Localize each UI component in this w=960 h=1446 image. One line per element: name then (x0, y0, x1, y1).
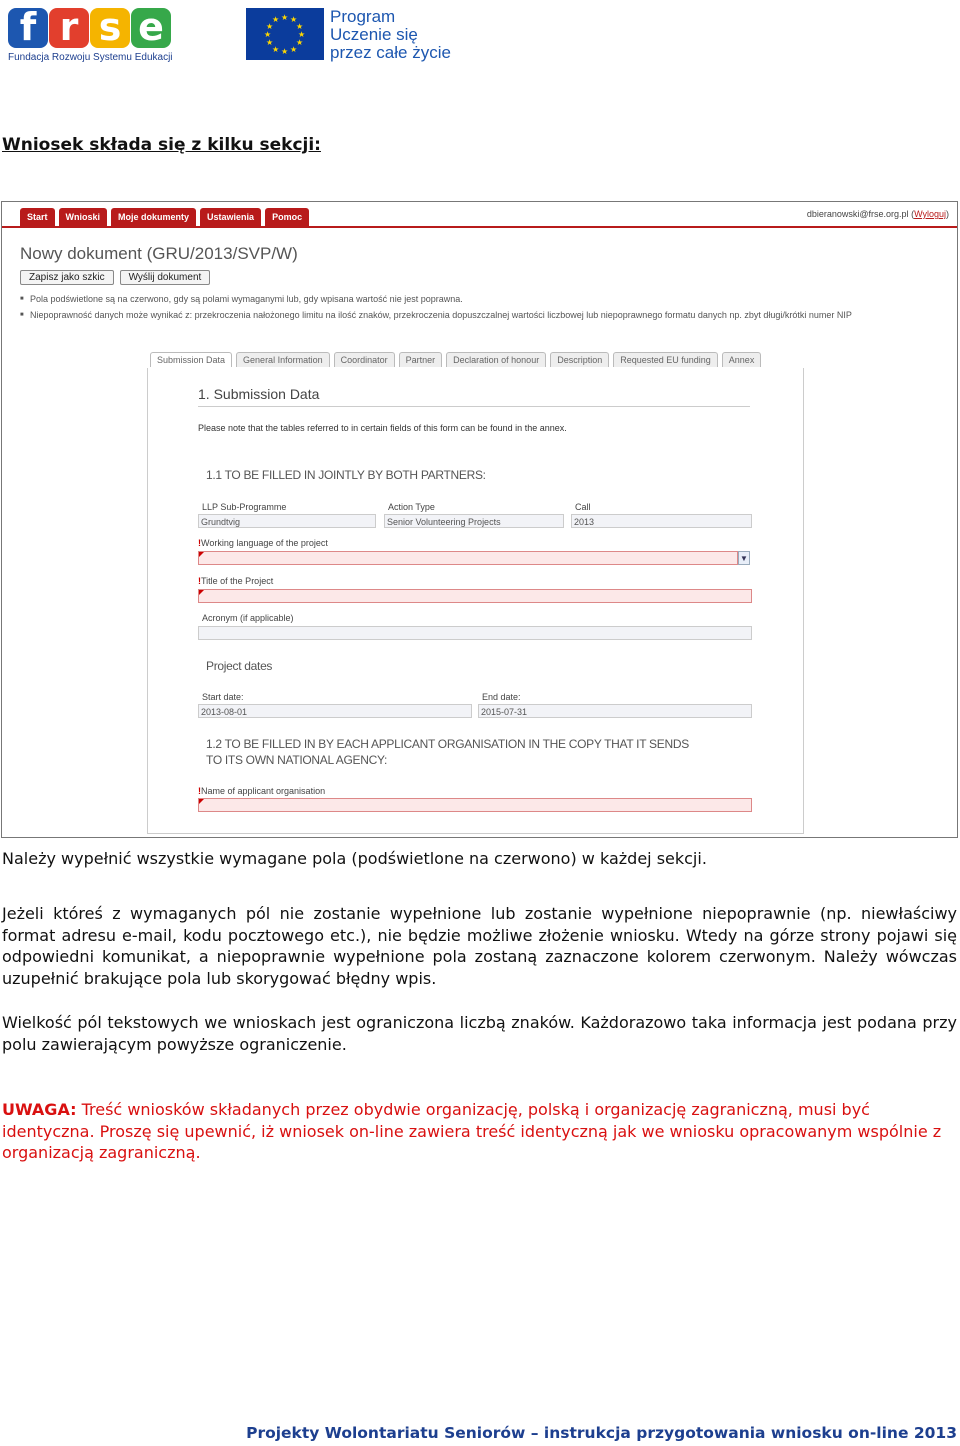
send-document-button[interactable]: Wyślij dokument (120, 270, 211, 285)
project-dates-heading: Project dates (206, 659, 273, 673)
start-date-label: Start date: (202, 692, 244, 702)
call-field[interactable]: 2013 (571, 514, 752, 528)
menu-start[interactable]: Start (20, 208, 55, 226)
menu-moje-dokumenty[interactable]: Moje dokumenty (111, 208, 196, 226)
warning-text: Treść wniosków składanych przez obydwie organizację, polską i organizację zagraniczną, musi być identyczna. Proszę się upewnić, iż wniosek on-line zawiera treść identyczną jak we wniosku opracowanym wspólnie z organizacją zagraniczną. (2, 1100, 942, 1163)
project-title-field[interactable] (198, 589, 752, 603)
working-language-select[interactable] (198, 551, 738, 565)
project-title-label (198, 576, 273, 586)
paragraph-required-fields: Należy wypełnić wszystkie wymagane pola (podświetlone na czerwono) w każdej sekcji. (2, 849, 707, 868)
document-title: Nowy dokument (GRU/2013/SVP/W) (20, 244, 298, 263)
validation-notes (20, 291, 910, 323)
form-tabs (150, 352, 761, 367)
program-line-1: Program (330, 7, 396, 26)
top-menu-bar (2, 202, 957, 228)
user-info: dbieranowski@frse.org.pl (Wyloguj) (806, 209, 949, 219)
project-title-label-text: Title of the Project (201, 576, 274, 586)
section-heading: Wniosek składa się z kilku sekcji: (2, 135, 321, 155)
tab-submission-data[interactable]: Submission Data (150, 352, 232, 367)
application-screenshot (1, 201, 958, 838)
frse-letter-e: e (131, 8, 171, 48)
page-footer: Projekty Wolontariatu Seniorów – instrukcja przygotowania wniosku on-line 2013 (246, 1424, 957, 1442)
end-date-label: End date: (482, 692, 521, 702)
menu-ustawienia[interactable]: Ustawienia (200, 208, 261, 226)
annex-note: Please note that the tables referred to in certain fields of this form can be found in the annex. (198, 423, 567, 433)
subsection-1-2-line-2: TO ITS OWN NATIONAL AGENCY: (206, 753, 388, 767)
required-mark: ! (198, 538, 201, 548)
acronym-label: Acronym (if applicable) (202, 613, 294, 623)
note-item: ■ Pola podświetlone są na czerwono, gdy są polami wymaganymi lub, gdy wpisana wartość nie jest poprawna. (20, 291, 910, 307)
logout-link[interactable]: Wyloguj (914, 209, 946, 219)
chevron-down-icon[interactable]: ▼ (738, 551, 750, 565)
program-line-2: Uczenie się (330, 25, 418, 44)
tab-annex[interactable]: Annex (722, 352, 762, 367)
tab-partner[interactable]: Partner (399, 352, 443, 367)
eu-flag-icon: ★ ★ ★ ★ ★ ★ ★ ★ ★ ★ ★ ★ (246, 8, 324, 60)
paragraph-validation: Jeżeli któreś z wymaganych pól nie zostanie wypełnione lub zostanie wypełnione niepoprawnie (np. niewłaściwy format adresu e-mail, kodu pocztowego etc.), nie będzie możliwe złożenie wniosku. Wtedy na górze strony pojawi się odpowiedni komunikat, a niepoprawnie wypełnione pola zostaną zaznaczone kolorem czerwonym. Należy wówczas uzupełnić brakujące pola lub skorygować błędny wpis. (2, 904, 957, 989)
org-name-label-text: Name of applicant organisation (201, 786, 326, 796)
tab-description[interactable]: Description (550, 352, 609, 367)
required-mark: ! (198, 786, 201, 796)
tab-general-information[interactable]: General Information (236, 352, 330, 367)
eu-program-logo (246, 8, 476, 66)
tab-declaration[interactable]: Declaration of honour (446, 352, 546, 367)
working-language-label-text: Working language of the project (201, 538, 328, 548)
end-date-field[interactable]: 2015-07-31 (478, 704, 752, 718)
start-date-field[interactable]: 2013-08-01 (198, 704, 472, 718)
acronym-field[interactable] (198, 626, 752, 640)
tab-eu-funding[interactable]: Requested EU funding (613, 352, 718, 367)
tab-coordinator[interactable]: Coordinator (334, 352, 395, 367)
user-email: dbieranowski@frse.org.pl (806, 209, 909, 219)
frse-subtitle: Fundacja Rozwoju Systemu Edukacji (8, 52, 173, 63)
warning-label: UWAGA: (2, 1100, 77, 1119)
subsection-1-2-line-1: 1.2 TO BE FILLED IN BY EACH APPLICANT ORGANISATION IN THE COPY THAT IT SENDS (206, 737, 689, 751)
warning-paragraph (2, 1099, 957, 1164)
llp-field[interactable]: Grundtvig (198, 514, 376, 528)
save-draft-button[interactable]: Zapisz jako szkic (20, 270, 114, 285)
frse-letter-r: r (49, 8, 89, 48)
form-section-title: 1. Submission Data (198, 386, 750, 407)
note-item: ■ Niepoprawność danych może wynikać z: przekroczenia nałożonego limitu na ilość znaków, przekroczenia dopuszczalnej wartości liczbowej lub niepoprawnego formatu danych np. zbyt długi/krótki numer NIP (20, 307, 910, 323)
frse-logo (8, 5, 174, 66)
required-mark: ! (198, 576, 201, 586)
paragraph-text-limits: Wielkość pól tekstowych we wnioskach jest ograniczona liczbą znaków. Każdorazowo taka informacja jest podana przy polu zawierającym powyższe ograniczenie. (2, 1013, 957, 1054)
subsection-1-1: 1.1 TO BE FILLED IN JOINTLY BY BOTH PARTNERS: (206, 468, 486, 482)
llp-label: LLP Sub-Programme (202, 502, 287, 512)
frse-letter-s: s (90, 8, 130, 48)
menu-wnioski[interactable]: Wnioski (59, 208, 108, 226)
program-name (330, 8, 451, 66)
org-name-label (198, 786, 325, 796)
form-panel (147, 368, 804, 834)
action-type-label: Action Type (388, 502, 435, 512)
action-type-field[interactable]: Senior Volunteering Projects (384, 514, 564, 528)
call-label: Call (575, 502, 591, 512)
org-name-field[interactable] (198, 798, 752, 812)
program-line-3: przez całe życie (330, 43, 451, 62)
frse-letter-f: f (8, 8, 48, 48)
working-language-label (198, 538, 328, 548)
menu-pomoc[interactable]: Pomoc (265, 208, 309, 226)
